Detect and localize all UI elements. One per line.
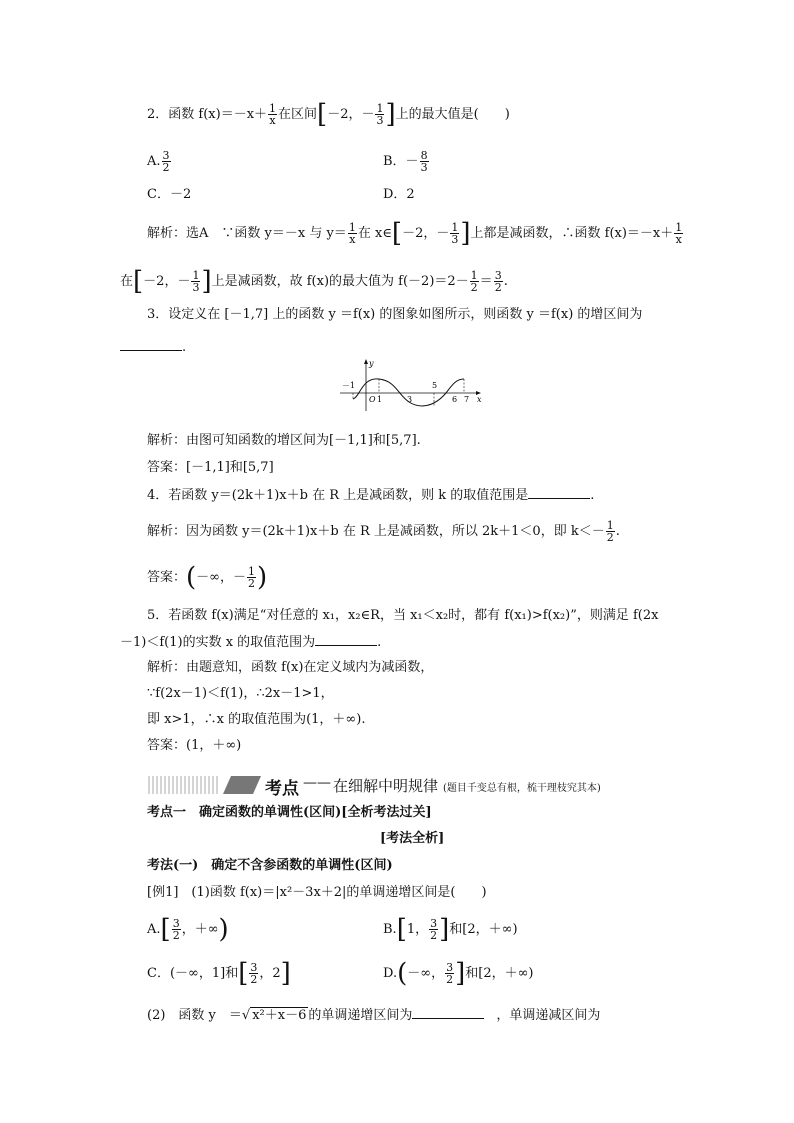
answer-blank xyxy=(120,338,182,351)
num: 1 xyxy=(470,269,478,282)
q2-option-d: D．2 xyxy=(383,187,415,202)
den: 2 xyxy=(430,929,438,942)
fraction xyxy=(470,270,479,293)
tail: . xyxy=(590,488,595,503)
bracket-right: ] xyxy=(460,218,471,249)
num: 3 xyxy=(446,961,454,974)
tail: . xyxy=(615,524,620,539)
label-x: x xyxy=(477,395,482,404)
answer-blank xyxy=(528,486,590,499)
bracket-left: [ xyxy=(391,218,403,249)
fraction xyxy=(420,150,429,173)
sol-text: 上是减函数，故 f(x)的最大值为 f(－2)＝2－ xyxy=(211,274,469,289)
den: x xyxy=(675,233,682,246)
label-m1: －1 xyxy=(342,381,356,390)
ex-option-d xyxy=(383,958,534,989)
paren-right: ) xyxy=(257,562,268,593)
q5-solution-1: 解析：由题意知，函数 f(x)在定义域内为减函数， xyxy=(147,660,434,675)
fraction xyxy=(674,222,683,245)
sqrt-radicand: x²＋x－6 xyxy=(252,1008,307,1023)
num: 3 xyxy=(162,149,170,162)
num: 1 xyxy=(192,269,200,282)
section-heading: 考点一 确定函数的单调性(区间)[全析考法过关] xyxy=(147,805,432,820)
banner-stripes xyxy=(147,774,262,796)
section-center: [考法全析] xyxy=(380,831,445,846)
num: 1 xyxy=(606,519,614,532)
ex-option-b xyxy=(383,914,518,945)
label-3: 3 xyxy=(407,395,413,404)
option-text: ，＋∞ xyxy=(181,922,219,937)
ex-option-c xyxy=(147,958,291,989)
q4-solution xyxy=(147,520,620,543)
option-text: 和[2，＋∞) xyxy=(449,922,518,937)
q5-stem-2 xyxy=(120,633,381,652)
bracket-left: [ xyxy=(317,99,328,130)
option-text: －∞， xyxy=(407,966,445,981)
example-2 xyxy=(147,1006,600,1025)
ex2-text: 的单调递增区间为 xyxy=(308,1008,413,1023)
fraction xyxy=(249,962,258,985)
sol-text: ＝ xyxy=(479,274,493,289)
banner-dash: —— xyxy=(303,775,331,791)
sol-text: 在 xyxy=(120,274,134,289)
banner-subtitle: 在细解中明规律 xyxy=(333,777,439,795)
q5-stem-text: －1)＜f(1)的实数 x 的取值范围为 xyxy=(120,635,316,650)
answer-blank xyxy=(412,1006,484,1019)
label-7: 7 xyxy=(464,395,470,404)
den: 3 xyxy=(451,233,459,246)
fraction xyxy=(348,222,357,245)
example-1: [例1] (1)函数 f(x)＝|x²－3x＋2|的单调递增区间是( ) xyxy=(147,885,487,900)
q3-stem: 3．设定义在 [－1,7] 上的函数 y ＝f(x) 的图象如图所示，则函数 y ＝f(x) 的增区间为 xyxy=(147,307,643,322)
q4-stem xyxy=(147,486,594,505)
den: 3 xyxy=(420,161,428,174)
fraction xyxy=(162,150,171,173)
den: 2 xyxy=(446,973,454,986)
bracket-right: ] xyxy=(385,99,396,130)
fraction xyxy=(268,103,277,126)
q5-answer: 答案：(1，＋∞) xyxy=(147,738,242,753)
ex2-text: ，单调递减区间为 xyxy=(496,1008,601,1023)
label-y: y xyxy=(369,359,374,368)
option-label: A. xyxy=(147,154,161,169)
option-label: B. xyxy=(383,922,397,937)
banner-title: 考点 xyxy=(265,779,299,799)
sol-text: 在 x∈ xyxy=(357,226,392,241)
ex-option-a xyxy=(147,914,229,945)
paren-left: ( xyxy=(397,958,408,989)
answer-text: －∞，－ xyxy=(196,570,247,585)
q3-blank-line xyxy=(120,338,186,357)
den: 2 xyxy=(606,531,614,544)
q2-solution-2 xyxy=(120,266,508,297)
option-text: ，2 xyxy=(259,966,281,981)
num: 1 xyxy=(376,102,384,115)
num: 1 xyxy=(269,102,277,115)
fraction xyxy=(450,222,459,245)
interval-text: －2，－ xyxy=(327,107,375,122)
option-label: A. xyxy=(147,922,161,937)
fraction xyxy=(429,918,438,941)
method-heading: 考法(一) 确定不含参函数的单调性(区间) xyxy=(147,858,393,873)
q2-option-a xyxy=(147,150,172,173)
label-5: 5 xyxy=(432,381,438,390)
q2-option-b xyxy=(383,150,430,173)
option-text: 1， xyxy=(406,922,429,937)
q4-stem-text: 4．若函数 y＝(2k＋1)x＋b 在 R 上是减函数，则 k 的取值范围是 xyxy=(147,488,529,503)
den: 2 xyxy=(162,161,170,174)
sol-text: 解析：因为函数 y＝(2k＋1)x＋b 在 R 上是减函数，所以 2k＋1＜0，即 k＜－ xyxy=(147,524,605,539)
option-label: B．－ xyxy=(383,154,419,169)
den: 3 xyxy=(192,281,200,294)
den: x xyxy=(349,233,356,246)
fraction xyxy=(494,270,503,293)
den: 3 xyxy=(376,114,384,127)
bracket-right: ] xyxy=(439,914,450,945)
sol-text: 上都是减函数，∴函数 f(x)＝－x＋ xyxy=(470,226,674,241)
den: 2 xyxy=(494,281,502,294)
num: 3 xyxy=(250,961,258,974)
sol-text: 解析：选A ∵函数 y＝－x 与 y＝ xyxy=(147,226,347,241)
paren-right: ) xyxy=(218,914,229,945)
label-origin: O xyxy=(369,395,376,404)
fraction xyxy=(606,520,615,543)
sqrt-sign: √ xyxy=(241,1008,251,1023)
bracket-right: ] xyxy=(280,958,291,989)
tail: . xyxy=(377,635,382,650)
q3-graph xyxy=(336,355,486,415)
num: 1 xyxy=(675,221,683,234)
den: x xyxy=(269,114,276,127)
tail: . xyxy=(182,340,187,355)
fraction xyxy=(247,566,256,589)
section-banner xyxy=(147,774,675,799)
sol-text: . xyxy=(503,274,508,289)
option-label: D. xyxy=(383,966,398,981)
num: 3 xyxy=(430,917,438,930)
q3-answer: 答案：[－1,1]和[5,7] xyxy=(147,460,274,475)
bracket-left: [ xyxy=(160,914,171,945)
fraction xyxy=(375,103,384,126)
q5-solution-2: ∵f(2x－1)＜f(1)，∴2x－1>1， xyxy=(147,686,334,701)
ex2-text: (2) 函数 y ＝ xyxy=(147,1008,242,1023)
den: 2 xyxy=(470,281,478,294)
bracket-left: [ xyxy=(396,914,407,945)
num: 1 xyxy=(348,221,356,234)
num: 1 xyxy=(248,565,256,578)
den: 2 xyxy=(250,973,258,986)
num: 3 xyxy=(172,917,180,930)
option-text: 和[2，＋∞) xyxy=(465,966,534,981)
q2-stem xyxy=(147,99,510,130)
q4-answer xyxy=(147,562,268,593)
banner-note: (题目千变总有根，梳干理枝究其本) xyxy=(443,783,601,794)
bracket-left: [ xyxy=(133,266,144,297)
q5-stem-1: 5．若函数 f(x)满足“对任意的 x₁，x₂∈R，当 x₁＜x₂时，都有 f(x₁)>f(x₂)”，则满足 f(2x xyxy=(147,608,659,623)
fraction xyxy=(191,270,200,293)
num: 1 xyxy=(451,221,459,234)
label-6: 6 xyxy=(452,395,458,404)
q2-option-c: C．－2 xyxy=(147,187,192,202)
fraction xyxy=(172,918,181,941)
q5-solution-3: 即 x>1，∴x 的取值范围为(1，＋∞). xyxy=(147,712,366,727)
label-1: 1 xyxy=(377,395,383,404)
q2-stem-text: 2．函数 f(x)＝－x＋ xyxy=(147,107,268,122)
fraction xyxy=(445,962,454,985)
q2-stem-text: 上的最大值是( ) xyxy=(395,107,510,122)
paren-left: ( xyxy=(186,562,197,593)
y-arrow xyxy=(364,359,368,364)
den: 2 xyxy=(172,929,180,942)
sol-text: －2，－ xyxy=(402,226,450,241)
option-label: C．(－∞，1]和 xyxy=(147,966,239,981)
sol-text: －2，－ xyxy=(143,274,191,289)
num: 3 xyxy=(494,269,502,282)
bracket-right: ] xyxy=(201,266,212,297)
answer-blank xyxy=(315,633,377,646)
bracket-right: ] xyxy=(455,958,466,989)
den: 2 xyxy=(248,577,256,590)
q3-solution: 解析：由图可知函数的增区间为[－1,1]和[5,7]. xyxy=(147,433,421,448)
num: 8 xyxy=(420,149,428,162)
answer-label: 答案： xyxy=(147,570,187,585)
bracket-left: [ xyxy=(238,958,249,989)
q2-solution-1 xyxy=(147,218,684,249)
q2-stem-text: 在区间 xyxy=(278,107,318,122)
